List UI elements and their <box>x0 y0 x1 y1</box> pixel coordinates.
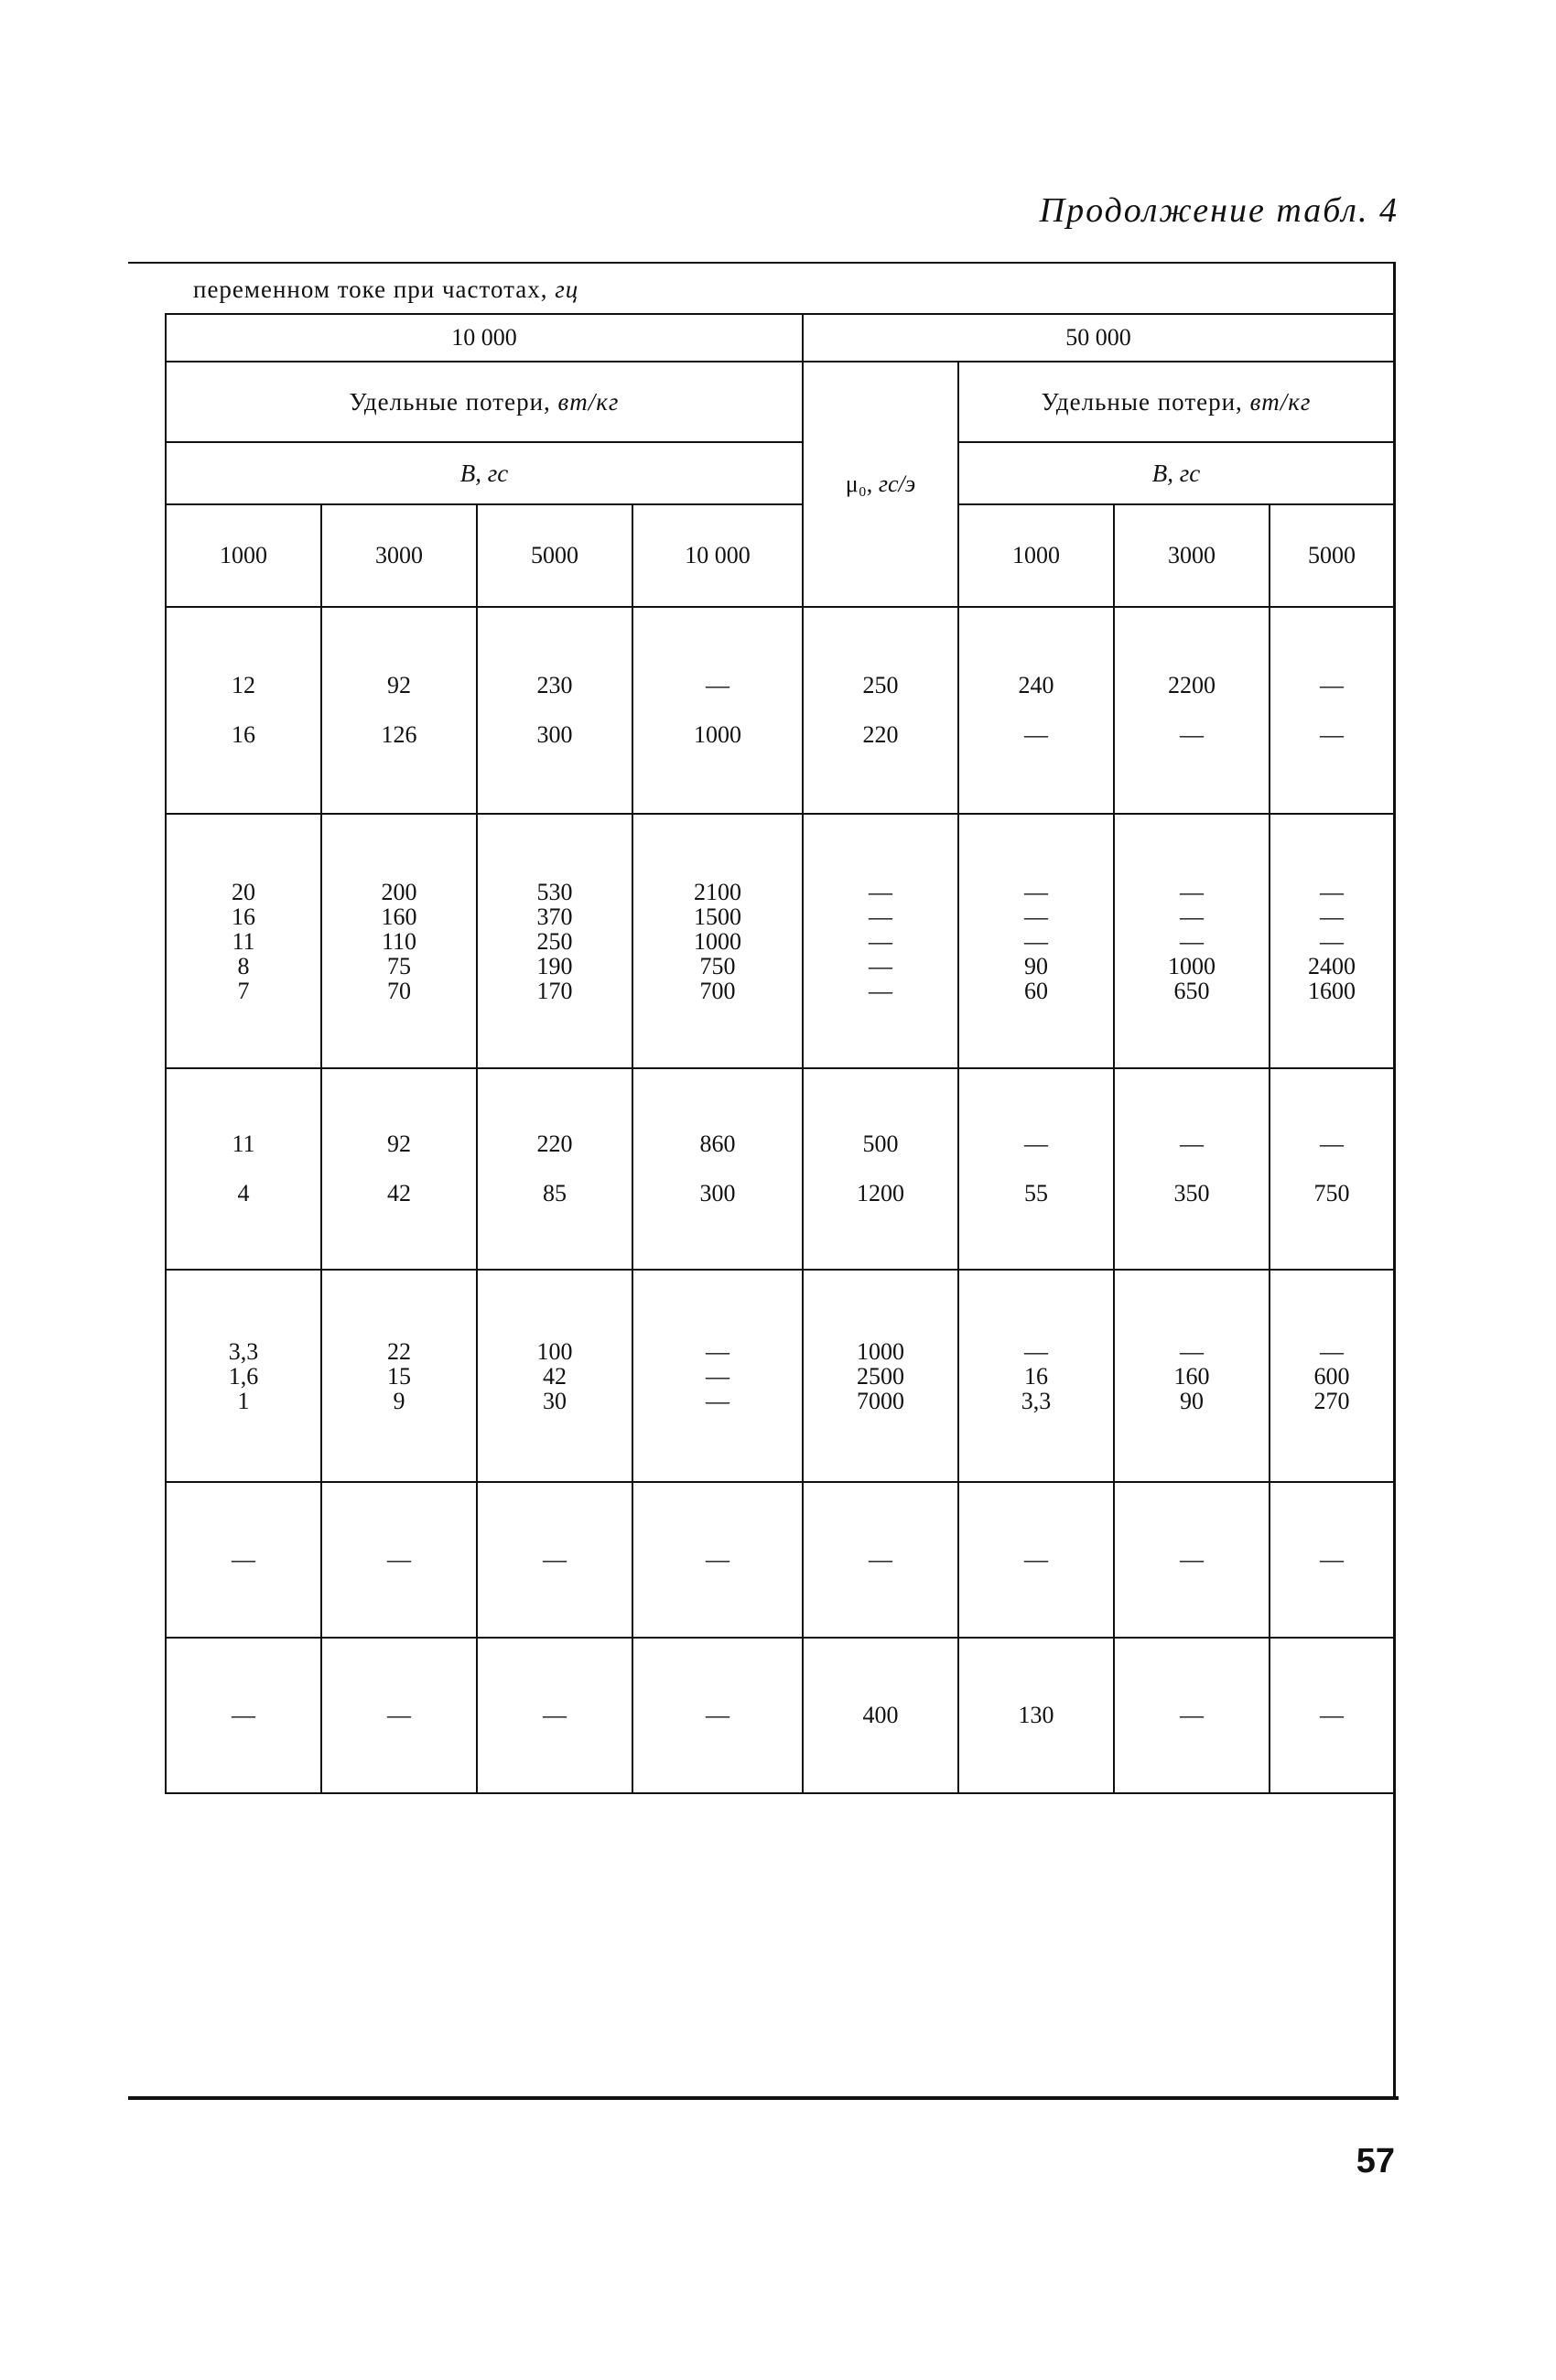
cell-value: — <box>706 1546 729 1573</box>
cell-value: — <box>232 1546 255 1573</box>
table-cell-c4 <box>632 607 803 814</box>
table-cell-c5 <box>958 1482 1114 1638</box>
cell-value: 190 <box>536 952 573 979</box>
freq-header-50000: 50 000 <box>803 314 1394 362</box>
cell-value: — <box>1024 1546 1048 1573</box>
cell-value: 650 <box>1173 977 1210 1004</box>
freq-header-10000: 10 000 <box>166 314 803 362</box>
cell-value: — <box>869 952 892 979</box>
cell-value: 350 <box>1173 1180 1210 1206</box>
cell-value: 250 <box>862 672 899 698</box>
col-header-5000-b: 5000 <box>1270 504 1394 607</box>
table-row <box>166 1638 1394 1793</box>
table-cell-mu <box>803 607 958 814</box>
cell-value: — <box>1320 903 1345 930</box>
table-row <box>166 1068 1394 1270</box>
cell-value: — <box>543 1702 567 1728</box>
cell-value: — <box>387 1702 411 1728</box>
table-cell-c3 <box>477 1482 632 1638</box>
table-row <box>166 1270 1394 1482</box>
cell-value: 530 <box>536 878 573 905</box>
cell-value: — <box>543 1546 567 1573</box>
mu-header: μ₀, гс/э <box>803 362 958 607</box>
cell-value: — <box>1024 721 1048 748</box>
cell-value: 60 <box>1024 977 1048 1004</box>
loss-header-10000: Удельные потери, вт/кг <box>166 362 803 442</box>
table-cell-c6 <box>1114 814 1270 1068</box>
cell-value: 160 <box>1173 1362 1210 1390</box>
cell-value: 2500 <box>857 1362 904 1390</box>
cell-value: — <box>869 878 892 905</box>
table-cell-c1 <box>166 1270 321 1482</box>
cell-value: — <box>869 977 892 1004</box>
cell-value: 92 <box>387 1130 411 1157</box>
cell-value: 160 <box>381 903 417 930</box>
cell-value: — <box>1320 721 1345 748</box>
cell-value: — <box>1180 1130 1204 1157</box>
table-cell-c6 <box>1114 1482 1270 1638</box>
cell-value: — <box>1180 903 1204 930</box>
cell-value: 11 <box>232 927 255 955</box>
cell-value: — <box>1180 1702 1204 1728</box>
loss-header-50000: Удельные потери, вт/кг <box>958 362 1394 442</box>
cell-value: 70 <box>387 977 411 1004</box>
cell-value: — <box>1320 1702 1345 1728</box>
cell-value: 11 <box>232 1130 255 1157</box>
cell-value: — <box>1320 1546 1345 1573</box>
cell-value: 1000 <box>694 721 741 748</box>
cell-value: 500 <box>862 1130 899 1157</box>
cell-value: 1000 <box>694 927 741 955</box>
table-cell-c4 <box>632 1270 803 1482</box>
table-cell-c4 <box>632 814 803 1068</box>
table-cell-mu <box>803 1270 958 1482</box>
cell-value: 600 <box>1313 1362 1350 1390</box>
table-cell-c2 <box>321 814 477 1068</box>
cell-value: 3,3 <box>1021 1387 1052 1414</box>
table-cell-c5 <box>958 1638 1114 1793</box>
table-cell-mu <box>803 814 958 1068</box>
cell-value: — <box>1320 927 1345 955</box>
cell-value: 100 <box>536 1337 573 1365</box>
cell-value: 130 <box>1018 1702 1054 1728</box>
cell-value: — <box>1180 721 1204 748</box>
col-header-1000: 1000 <box>166 504 321 607</box>
table-cell-c4 <box>632 1068 803 1270</box>
b-header-10000: B, гс <box>166 442 803 504</box>
table-cell-c4 <box>632 1638 803 1793</box>
table-cell-c6 <box>1114 607 1270 814</box>
cell-value: 22 <box>387 1337 411 1365</box>
table-row <box>166 814 1394 1068</box>
table-cell-c7 <box>1270 1482 1394 1638</box>
cell-value: 7000 <box>857 1387 904 1414</box>
cell-value: — <box>1180 878 1204 905</box>
cell-value: 85 <box>543 1180 567 1206</box>
bottom-rule <box>128 2096 1399 2100</box>
cell-value: 16 <box>1024 1362 1048 1390</box>
cell-value: 270 <box>1313 1387 1350 1414</box>
table-cell-c2 <box>321 1638 477 1793</box>
cell-value: 750 <box>1313 1180 1350 1206</box>
cell-value: 170 <box>536 977 573 1004</box>
cell-value: — <box>1024 903 1048 930</box>
cell-value: 9 <box>393 1387 405 1414</box>
cell-value: 2200 <box>1168 672 1216 698</box>
cell-value: 1 <box>237 1387 250 1414</box>
cell-value: 860 <box>699 1130 736 1157</box>
cell-value: 42 <box>543 1362 567 1390</box>
cell-value: 1500 <box>694 903 741 930</box>
cell-value: 16 <box>232 903 255 930</box>
cell-value: — <box>1024 1337 1048 1365</box>
cell-value: 250 <box>536 927 573 955</box>
cell-value: 1600 <box>1308 977 1356 1004</box>
table-cell-c1 <box>166 607 321 814</box>
table-caption: переменном токе при частотах, гц <box>166 265 1394 314</box>
table-cell-c6 <box>1114 1270 1270 1482</box>
table-cell-c2 <box>321 1270 477 1482</box>
cell-value: — <box>706 672 729 698</box>
cell-value: — <box>1180 1337 1204 1365</box>
table-row <box>166 607 1394 814</box>
cell-value: 42 <box>387 1180 411 1206</box>
cell-value: — <box>706 1337 729 1365</box>
cell-value: 230 <box>536 672 573 698</box>
cell-value: 8 <box>237 952 250 979</box>
cell-value: 90 <box>1180 1387 1204 1414</box>
data-table <box>165 265 1395 1794</box>
cell-value: — <box>1320 1337 1345 1365</box>
table-cell-c1 <box>166 814 321 1068</box>
table-cell-mu <box>803 1482 958 1638</box>
cell-value: 12 <box>232 672 255 698</box>
col-header-5000: 5000 <box>477 504 632 607</box>
table-cell-c3 <box>477 1068 632 1270</box>
cell-value: — <box>706 1387 729 1414</box>
cell-value: 750 <box>699 952 736 979</box>
table-cell-c4 <box>632 1482 803 1638</box>
cell-value: — <box>706 1702 729 1728</box>
cell-value: — <box>1320 672 1345 698</box>
table-cell-c2 <box>321 1068 477 1270</box>
cell-value: 55 <box>1024 1180 1048 1206</box>
table-cell-c7 <box>1270 1068 1394 1270</box>
cell-value: 1200 <box>857 1180 904 1206</box>
table-cell-c7 <box>1270 1638 1394 1793</box>
table-cell-c5 <box>958 814 1114 1068</box>
cell-value: 1000 <box>857 1337 904 1365</box>
table-cell-c2 <box>321 607 477 814</box>
cell-value: 4 <box>237 1180 250 1206</box>
cell-value: 2100 <box>694 878 741 905</box>
cell-value: 7 <box>237 977 250 1004</box>
table-cell-c7 <box>1270 607 1394 814</box>
table-cell-c6 <box>1114 1068 1270 1270</box>
cell-value: 90 <box>1024 952 1048 979</box>
cell-value: 400 <box>862 1702 899 1728</box>
cell-value: — <box>1320 878 1345 905</box>
cell-value: 126 <box>381 721 417 748</box>
cell-value: — <box>706 1362 729 1390</box>
cell-value: 75 <box>387 952 411 979</box>
cell-value: 300 <box>536 721 573 748</box>
cell-value: — <box>1320 1130 1345 1157</box>
cell-value: 2400 <box>1308 952 1356 979</box>
cell-value: — <box>869 927 892 955</box>
cell-value: 16 <box>232 721 255 748</box>
cell-value: 15 <box>387 1362 411 1390</box>
continuation-label: Продолжение табл. 4 <box>1039 191 1399 230</box>
table-cell-c3 <box>477 1270 632 1482</box>
table-cell-c5 <box>958 1068 1114 1270</box>
cell-value: — <box>1024 878 1048 905</box>
table-body <box>166 607 1394 1793</box>
table-cell-c2 <box>321 1482 477 1638</box>
table-cell-mu <box>803 1068 958 1270</box>
cell-value: 200 <box>381 878 417 905</box>
cell-value: 20 <box>232 878 255 905</box>
table-cell-mu <box>803 1638 958 1793</box>
cell-value: — <box>232 1702 255 1728</box>
table-cell-c3 <box>477 1638 632 1793</box>
table-cell-c3 <box>477 814 632 1068</box>
cell-value: — <box>869 903 892 930</box>
cell-value: 1000 <box>1168 952 1216 979</box>
table-cell-c1 <box>166 1068 321 1270</box>
col-header-3000: 3000 <box>321 504 477 607</box>
cell-value: 300 <box>699 1180 736 1206</box>
col-header-1000-b: 1000 <box>958 504 1114 607</box>
cell-value: 220 <box>536 1130 573 1157</box>
col-header-3000-b: 3000 <box>1114 504 1270 607</box>
page-number: 57 <box>1356 2142 1395 2180</box>
b-header-50000: B, гс <box>958 442 1394 504</box>
table-cell-c7 <box>1270 814 1394 1068</box>
table-cell-c5 <box>958 1270 1114 1482</box>
table-top-rule <box>128 262 1395 264</box>
table-cell-c1 <box>166 1638 321 1793</box>
col-header-10000: 10 000 <box>632 504 803 607</box>
cell-value: 110 <box>381 927 417 955</box>
cell-value: — <box>1180 927 1204 955</box>
table-cell-c1 <box>166 1482 321 1638</box>
cell-value: 92 <box>387 672 411 698</box>
cell-value: — <box>869 1546 892 1573</box>
cell-value: 1,6 <box>228 1362 259 1390</box>
table-cell-c6 <box>1114 1638 1270 1793</box>
cell-value: 700 <box>699 977 736 1004</box>
cell-value: — <box>1180 1546 1204 1573</box>
cell-value: 370 <box>536 903 573 930</box>
cell-value: 30 <box>543 1387 567 1414</box>
cell-value: — <box>387 1546 411 1573</box>
cell-value: 3,3 <box>228 1337 259 1365</box>
cell-value: 220 <box>862 721 899 748</box>
cell-value: 240 <box>1018 672 1054 698</box>
cell-value: — <box>1024 927 1048 955</box>
table-row <box>166 1482 1394 1638</box>
table-cell-c3 <box>477 607 632 814</box>
table-cell-c7 <box>1270 1270 1394 1482</box>
table-cell-c5 <box>958 607 1114 814</box>
cell-value: — <box>1024 1130 1048 1157</box>
